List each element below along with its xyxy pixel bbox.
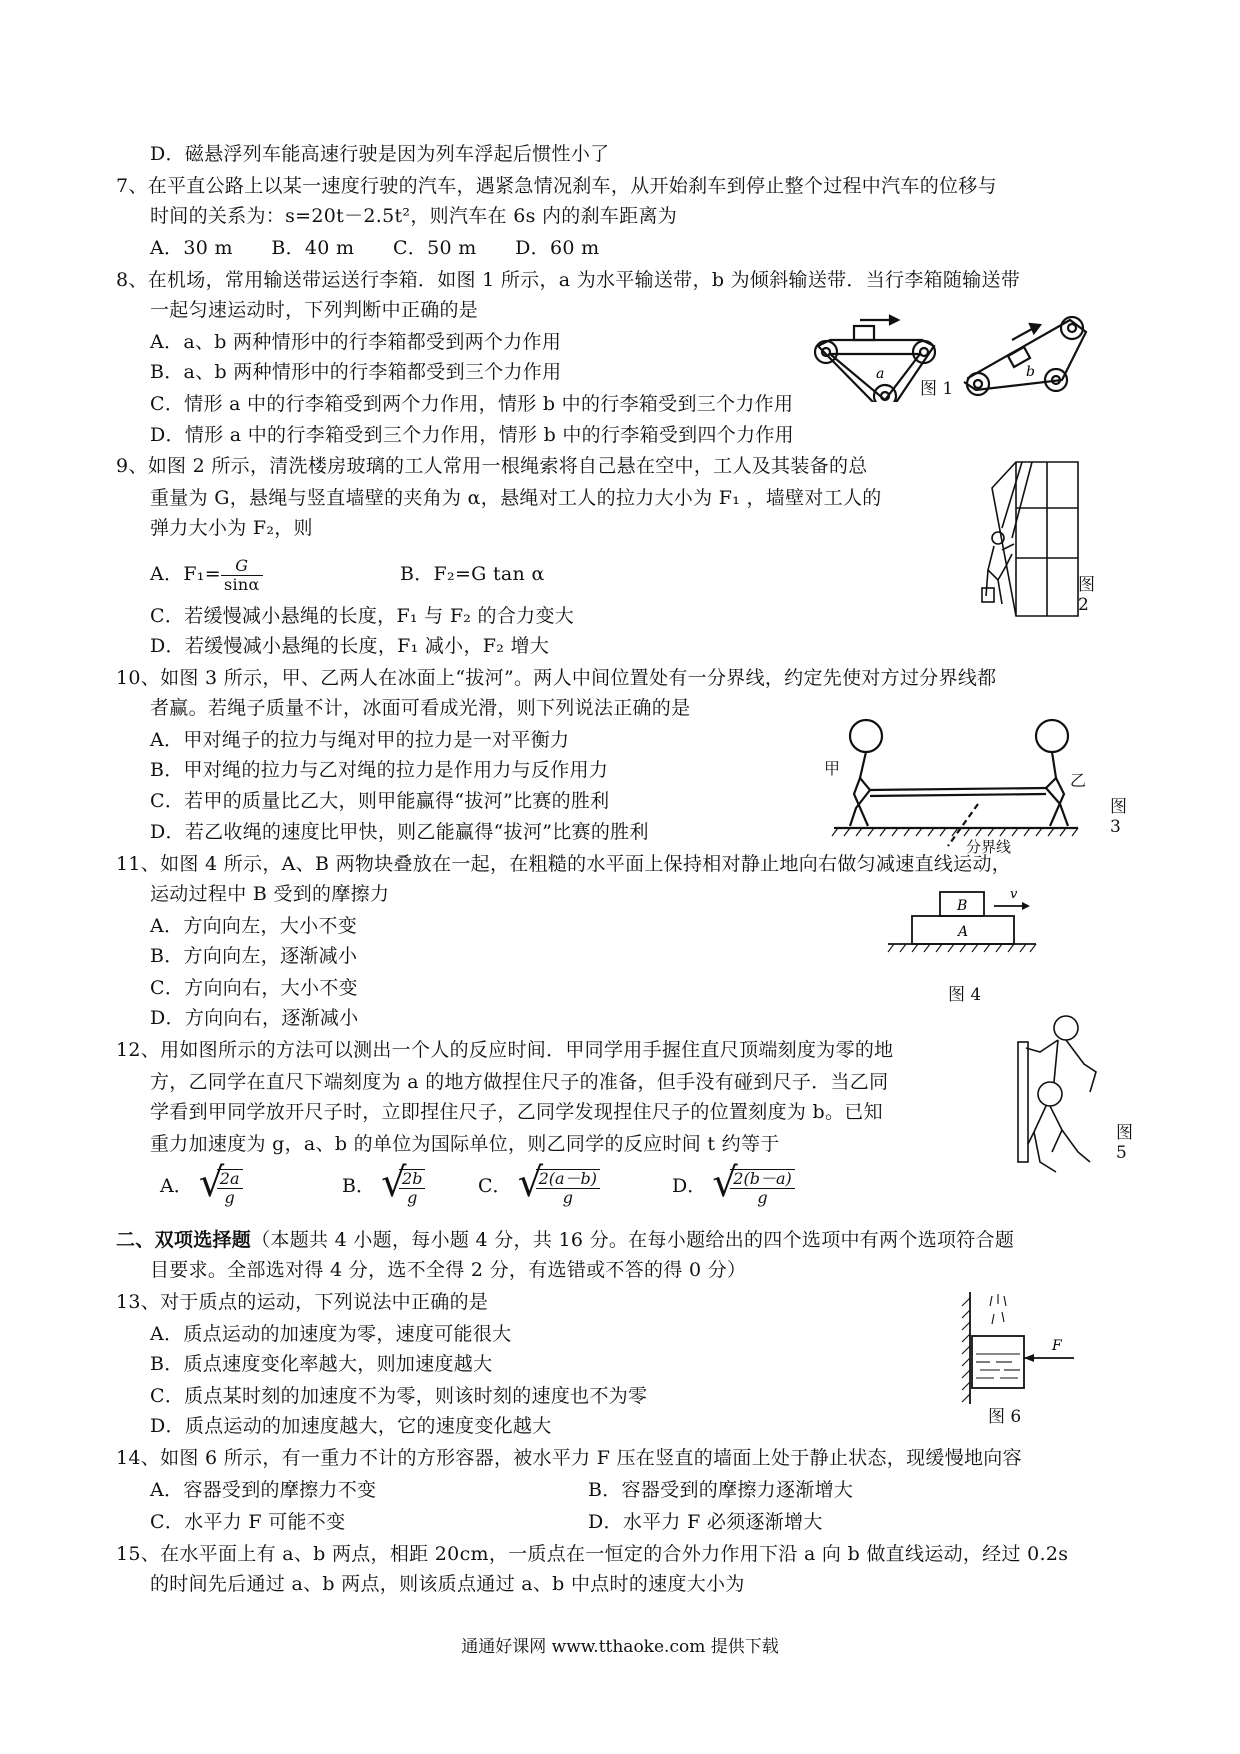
q12-b-label: B． xyxy=(342,1175,375,1197)
q12-b-numerator: 2b xyxy=(399,1169,425,1189)
velocity-label: v xyxy=(1010,888,1018,902)
sqrt-icon: √ xyxy=(198,1160,225,1206)
figure-2 xyxy=(972,458,1095,618)
q11-stem-line1: 11、如图 4 所示，A、B 两物块叠放在一起，在粗糙的水平面上保持相对静止地向右做匀减速直线运动， xyxy=(116,853,1012,875)
q8-stem-line2: 一起匀速运动时，下列判断中正确的是 xyxy=(150,299,479,321)
figure-4 xyxy=(880,888,1040,1005)
q10-stem-line2: 者赢。若绳子质量不计，冰面可看成光滑，则下列说法正确的是 xyxy=(150,697,691,719)
q12-c-sqrt xyxy=(517,1160,600,1207)
q12-a-label: A． xyxy=(160,1175,193,1197)
figure-3-label: 图 3 xyxy=(1110,797,1127,837)
q9-a-denominator: sinα xyxy=(223,574,260,594)
belt-b-label: b xyxy=(1026,364,1035,380)
q7-stem-line2: 时间的关系为：s=20t－2.5t²，则汽车在 6s 内的刹车距离为 xyxy=(150,205,678,227)
figure-3-left-label: 甲 xyxy=(824,759,841,778)
q14-option-a: A．容器受到的摩擦力不变 xyxy=(150,1479,377,1501)
q14-option-c: C．水平力 F 可能不变 xyxy=(150,1511,346,1533)
q10-option-b: B．甲对绳的拉力与乙对绳的拉力是作用力与反作用力 xyxy=(150,759,609,781)
q11-stem-line2: 运动过程中 B 受到的摩擦力 xyxy=(150,883,390,905)
q12-c-numerator: 2(a－b) xyxy=(536,1169,600,1189)
q11-option-a: A．方向向左，大小不变 xyxy=(150,915,358,937)
q11-option-d: D．方向向右，逐渐减小 xyxy=(150,1007,359,1029)
figure-1-label: 图 1 xyxy=(920,379,954,399)
stacked-blocks-diagram xyxy=(880,888,1040,958)
q12-d-sqrt xyxy=(712,1160,794,1207)
figure-5 xyxy=(1000,1012,1133,1182)
q12-a-denominator: g xyxy=(224,1187,235,1207)
q12-b-denominator: g xyxy=(407,1187,418,1207)
q9-a-numerator: G xyxy=(221,557,263,576)
figure-3-right-label: 乙 xyxy=(1070,771,1087,790)
figure-4-label: 图 4 xyxy=(948,985,982,1005)
figure-5-label: 图 5 xyxy=(1116,1123,1133,1163)
q12-option-b xyxy=(342,1160,425,1207)
q15-stem-line2: 的时间先后通过 a、b 两点，则该质点通过 a、b 中点时的速度大小为 xyxy=(150,1573,745,1595)
q12-stem-line3: 学看到甲同学放开尺子时，立即捏住尺子，乙同学发现捏住尺子的位置刻度为 b。已知 xyxy=(150,1101,883,1123)
tug-of-war-diagram xyxy=(820,708,1090,858)
sqrt-icon: √ xyxy=(517,1160,544,1206)
q8-option-c: C．情形 a 中的行李箱受到两个力作用，情形 b 中的行李箱受到三个力作用 xyxy=(150,393,794,415)
q14-option-b: B．容器受到的摩擦力逐渐增大 xyxy=(588,1479,854,1501)
q9-option-c: C．若缓慢减小悬绳的长度，F₁ 与 F₂ 的合力变大 xyxy=(150,605,575,627)
q10-option-a: A．甲对绳子的拉力与绳对甲的拉力是一对平衡力 xyxy=(150,729,570,751)
page-footer: 通通好课网 www.tthaoke.com 提供下载 xyxy=(461,1637,779,1657)
figure-6 xyxy=(950,1288,1100,1427)
q9-a-prefix: A．F₁= xyxy=(150,563,221,585)
q9-stem-line3: 弹力大小为 F₂，则 xyxy=(150,517,313,539)
figure-3 xyxy=(820,708,1127,858)
q7-options: A．30 m B．40 m C．50 m D．60 m xyxy=(150,237,600,259)
figure-1 xyxy=(800,282,1090,402)
q9-stem-line2: 重量为 G，悬绳与竖直墙壁的夹角为 α，悬绳对工人的拉力大小为 F₁ ，墙壁对工人的 xyxy=(150,487,882,509)
q13-option-a: A．质点运动的加速度为零，速度可能很大 xyxy=(150,1323,512,1345)
q8-option-b: B．a、b 两种情形中的行李箱都受到三个力作用 xyxy=(150,361,562,383)
figure-3-divider-label: 分界线 xyxy=(966,838,1012,856)
q9-a-fraction xyxy=(221,557,263,594)
q11-option-c: C．方向向右，大小不变 xyxy=(150,977,358,999)
q12-a-numerator: 2a xyxy=(217,1169,243,1189)
window-cleaner-illustration xyxy=(972,458,1082,618)
q13-option-c: C．质点某时刻的加速度不为零，则该时刻的速度也不为零 xyxy=(150,1385,648,1407)
q8-option-a: A．a、b 两种情形中的行李箱都受到两个力作用 xyxy=(150,331,562,353)
q10-option-d: D．若乙收绳的速度比甲快，则乙能赢得“拔河”比赛的胜利 xyxy=(150,821,649,843)
q12-stem-line4: 重力加速度为 g，a、b 的单位为国际单位，则乙同学的反应时间 t 约等于 xyxy=(150,1133,780,1155)
section-2-instructions-line2: 目要求。全部选对得 4 分，选不全得 2 分，有选错或不答的得 0 分） xyxy=(150,1259,747,1281)
q12-c-label: C． xyxy=(478,1175,512,1197)
sqrt-icon: √ xyxy=(712,1160,738,1206)
container-against-wall-diagram xyxy=(950,1288,1100,1408)
q8-option-d: D．情形 a 中的行李箱受到三个力作用，情形 b 中的行李箱受到四个力作用 xyxy=(150,424,794,446)
q10-stem-line1: 10、如图 3 所示，甲、乙两人在冰面上“拔河”。两人中间位置处有一分界线，约定先使对方过分界线都 xyxy=(116,667,997,689)
q10-option-c: C．若甲的质量比乙大，则甲能赢得“拔河”比赛的胜利 xyxy=(150,790,610,812)
q7-stem-line1: 7、在平直公路上以某一速度行驶的汽车，遇紧急情况刹车，从开始刹车到停止整个过程中汽车的位移与 xyxy=(116,175,997,197)
figure-2-label: 图 2 xyxy=(1078,575,1095,615)
section-2-header xyxy=(116,1226,1014,1254)
block-a-label: A xyxy=(958,924,969,940)
section-2-title: 二、双项选择题 xyxy=(116,1229,252,1251)
force-f-label: F xyxy=(1052,1338,1062,1354)
q9-stem-line1: 9、如图 2 所示，清洗楼房玻璃的工人常用一根绳索将自己悬在空中，工人及其装备的总 xyxy=(116,455,868,477)
q13-option-d: D．质点运动的加速度越大，它的速度变化越大 xyxy=(150,1415,552,1437)
q13-stem: 13、对于质点的运动，下列说法中正确的是 xyxy=(116,1291,489,1313)
q9-option-d: D．若缓慢减小悬绳的长度，F₁ 减小，F₂ 增大 xyxy=(150,635,550,657)
q13-option-b: B．质点速度变化率越大，则加速度越大 xyxy=(150,1353,493,1375)
q12-option-c xyxy=(478,1160,600,1207)
q12-d-numerator: 2(b－a) xyxy=(730,1169,794,1189)
q12-b-sqrt xyxy=(381,1160,425,1207)
q12-option-a xyxy=(160,1160,243,1207)
q14-stem: 14、如图 6 所示，有一重力不计的方形容器，被水平力 F 压在竖直的墙面上处于静止状态，现缓慢地向容 xyxy=(116,1447,1022,1469)
q15-stem-line1: 15、在水平面上有 a、b 两点，相距 20cm，一质点在一恒定的合外力作用下沿 a 向 b 做直线运动，经过 0.2s xyxy=(116,1543,1069,1565)
q12-a-sqrt xyxy=(198,1160,243,1207)
q12-stem-line2: 方，乙同学在直尺下端刻度为 a 的地方做捏住尺子的准备，但手没有碰到尺子．当乙同 xyxy=(150,1071,889,1093)
q12-d-label: D． xyxy=(672,1175,707,1197)
q11-option-b: B．方向向左，逐渐减小 xyxy=(150,945,358,967)
q12-option-d xyxy=(672,1160,795,1207)
q12-stem-line1: 12、用如图所示的方法可以测出一个人的反应时间．甲同学用手握住直尺顶端刻度为零的地 xyxy=(116,1039,894,1061)
section-2-instructions: （本题共 4 小题，每小题 4 分，共 16 分。在每小题给出的四个选项中有两个选项符合题 xyxy=(251,1229,1015,1251)
q12-c-denominator: g xyxy=(562,1187,573,1207)
reaction-time-ruler-illustration xyxy=(1000,1012,1110,1182)
q12-d-denominator: g xyxy=(757,1187,768,1207)
q14-option-d: D．水平力 F 必须逐渐增大 xyxy=(588,1511,823,1533)
q8-stem-line1: 8、在机场，常用输送带运送行李箱．如图 1 所示，a 为水平输送带，b 为倾斜输送带．当行李箱随输送带 xyxy=(116,269,1021,291)
figure-6-label: 图 6 xyxy=(988,1407,1022,1427)
sqrt-icon: √ xyxy=(381,1160,407,1206)
q9-option-a xyxy=(150,552,263,596)
q9-option-b: B．F₂=G tan α xyxy=(400,563,545,585)
q6-option-d: D．磁悬浮列车能高速行驶是因为列车浮起后惯性小了 xyxy=(150,143,610,165)
belt-a-label: a xyxy=(876,366,885,382)
block-b-label: B xyxy=(957,898,968,914)
